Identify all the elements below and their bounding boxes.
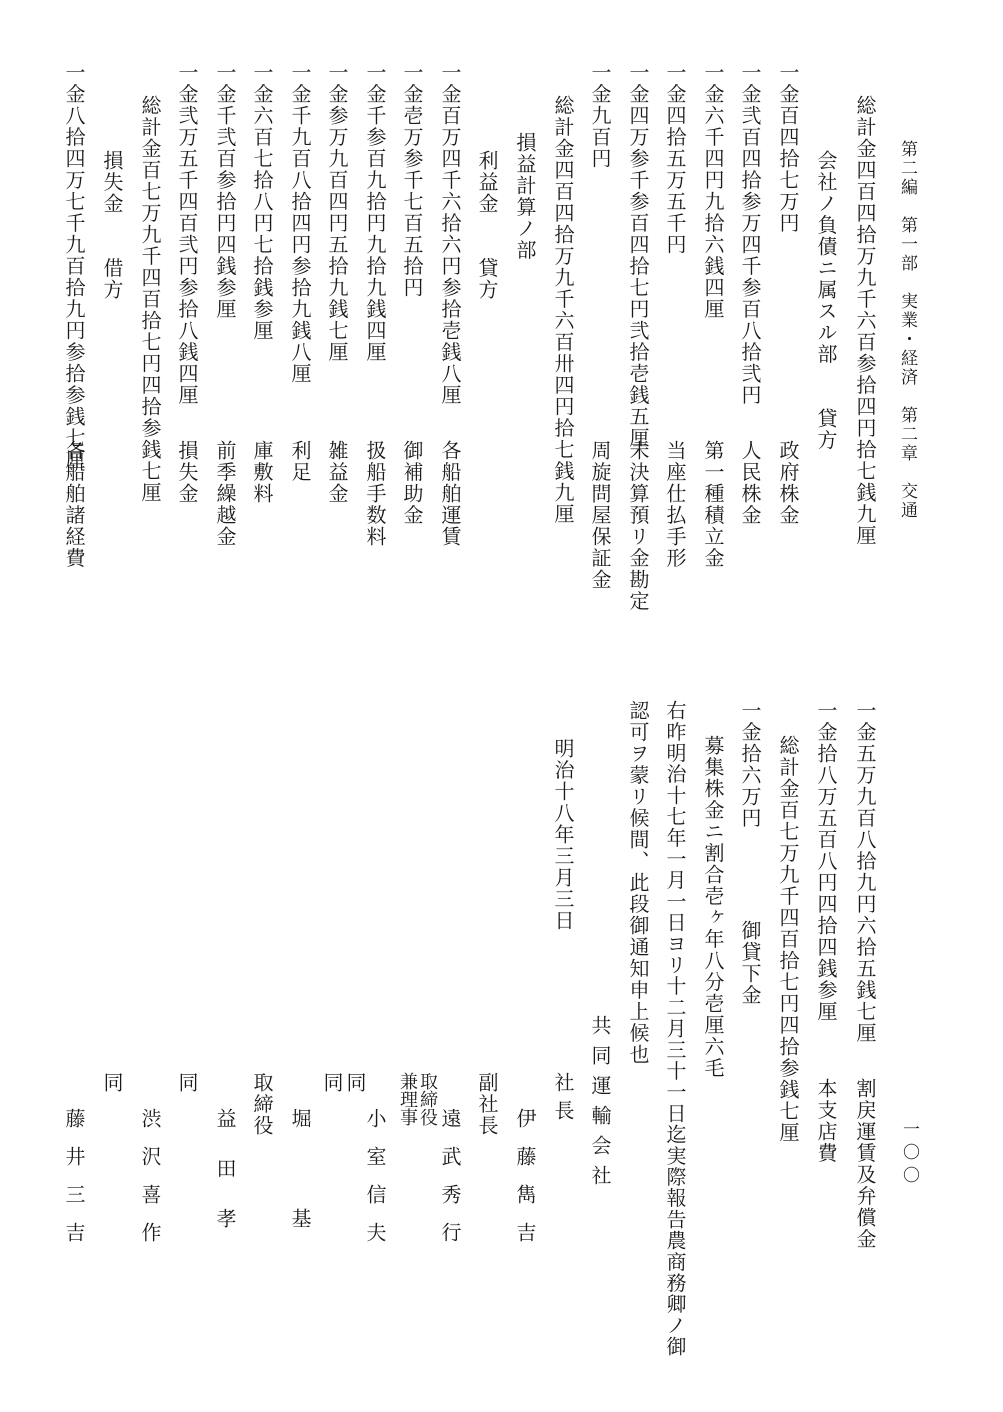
liability-item: 未決算預リ金勘定 — [626, 440, 650, 612]
credit-item: 各船舶運賃 — [438, 440, 462, 548]
signatory-name: 益田孝 — [213, 1108, 237, 1258]
running-head: 第二編 第一部 実業・経済 第二章 交通 — [897, 140, 917, 520]
liability-item: 人民株金 — [738, 440, 762, 526]
credit-heading: 利益金 貸方 — [475, 150, 499, 301]
liabilities-total: 総計金四百四拾万九千六百卅四円拾七銭九厘 — [551, 95, 575, 525]
debits-total: 総計金百七万九千四百拾七円四拾参銭七厘 — [776, 735, 800, 1144]
liability-item: 政府株金 — [776, 440, 800, 526]
signatory-name: 遠武秀行 — [438, 1108, 462, 1260]
liability-amount: 一金四拾五万五千円 — [663, 62, 687, 256]
credit-amount: 一金百万四千六拾六円参拾壱銭八厘 — [438, 62, 462, 406]
credit-item: 雑益金 — [325, 440, 349, 505]
liability-amount: 一金六千四円九拾六銭四厘 — [701, 62, 725, 320]
credit-amount: 一金六百七拾八円七拾銭参厘 — [250, 62, 274, 342]
credit-amount: 一金千九百八拾四円参拾九銭八厘 — [288, 62, 312, 385]
liability-item: 周旋問屋保証金 — [588, 440, 612, 591]
liability-amount: 一金九百円 — [588, 62, 612, 170]
credit-item: 庫敷料 — [250, 440, 274, 505]
credit-amount: 一金壱万参千七百五拾円 — [400, 62, 424, 299]
signatory-title: 同 — [100, 1072, 124, 1094]
signatory-extra-mark: 同 — [343, 1072, 367, 1094]
debit-heading: 損失金 借方 — [100, 150, 124, 301]
liability-amount: 一金百四拾七万円 — [776, 62, 800, 234]
signatory-name: 小室信夫 — [363, 1108, 387, 1260]
document-date: 明治十八年三月三日 — [551, 738, 575, 932]
signatory-title: 取締役兼理事 — [397, 1072, 438, 1126]
liability-amount: 一金四万参千参百四拾七円弐拾壱銭五厘 — [626, 62, 650, 449]
debit-amount: 一金八拾四万七千九百拾九円参拾参銭七厘 — [62, 62, 86, 471]
liabilities-heading: 会社ノ負債ニ属スル部 貸方 — [814, 150, 838, 451]
credit-item: 利足 — [288, 440, 312, 483]
total-assets-line: 総計金四百四拾万九千六百参拾四円拾七銭九厘 — [853, 95, 877, 547]
credits-total: 総計金百七万九千四百拾七円四拾参銭七厘 — [138, 95, 162, 504]
signatory-title: 副社長 — [475, 1072, 499, 1137]
dividend-note: 募集株金ニ割合壱ヶ年八分壱厘六毛 — [701, 735, 725, 1079]
liability-amount: 一金弐百四拾参万四千参百八拾弐円 — [738, 62, 762, 406]
credit-amount: 一金千弐百参拾円四銭参厘 — [213, 62, 237, 320]
signatory-name: 渋沢喜作 — [138, 1108, 162, 1260]
signatory-name: 伊藤雋吉 — [513, 1108, 537, 1260]
debit-amount: 一金拾八万五百八円四拾四銭参厘 — [814, 700, 838, 1023]
signatory-name: 堀基 — [288, 1108, 312, 1308]
signatory-name: 藤井三吉 — [62, 1108, 86, 1260]
signatory-title: 社長 — [551, 1072, 575, 1128]
signatory-title: 同 — [175, 1072, 199, 1094]
credit-amount: 一金参万九百四円五拾九銭七厘 — [325, 62, 349, 363]
loan-amount: 一金拾六万円 — [738, 700, 762, 829]
liability-item: 当座仕払手形 — [663, 440, 687, 569]
closing-statement-line1: 右昨明治十七年一月一日ヨリ十二月三十一日迄実際報告農商務卿ノ御 — [663, 700, 687, 1358]
debit-item: 各船舶諸経費 — [62, 440, 86, 569]
pl-heading: 損益計算ノ部 — [513, 132, 537, 261]
credit-item: 前季繰越金 — [213, 440, 237, 548]
signatory-title: 同 — [320, 1072, 344, 1094]
credit-amount: 一金弐万五千四百弐円参拾八銭四厘 — [175, 62, 199, 406]
company-name: 共同運輸会社 — [588, 1015, 612, 1195]
signatory-title: 取締役 — [250, 1072, 274, 1137]
credit-item: 扱船手数料 — [363, 440, 387, 548]
debit-item: 本支店費 — [814, 1078, 838, 1164]
closing-statement-line2: 認可ヲ蒙リ候間、此段御通知申上候也 — [626, 700, 650, 1066]
debit-item: 割戻運賃及弁償金 — [853, 1078, 877, 1250]
liability-item: 第一種積立金 — [701, 440, 725, 569]
loan-item: 御貸下金 — [738, 920, 762, 1006]
credit-amount: 一金千参百九拾円九拾九銭四厘 — [363, 62, 387, 363]
page-number: 一〇〇 — [899, 1120, 919, 1189]
debit-amount: 一金五万九百八拾九円六拾五銭七厘 — [853, 700, 877, 1044]
credit-item: 損失金 — [175, 440, 199, 505]
credit-item: 御補助金 — [400, 440, 424, 526]
